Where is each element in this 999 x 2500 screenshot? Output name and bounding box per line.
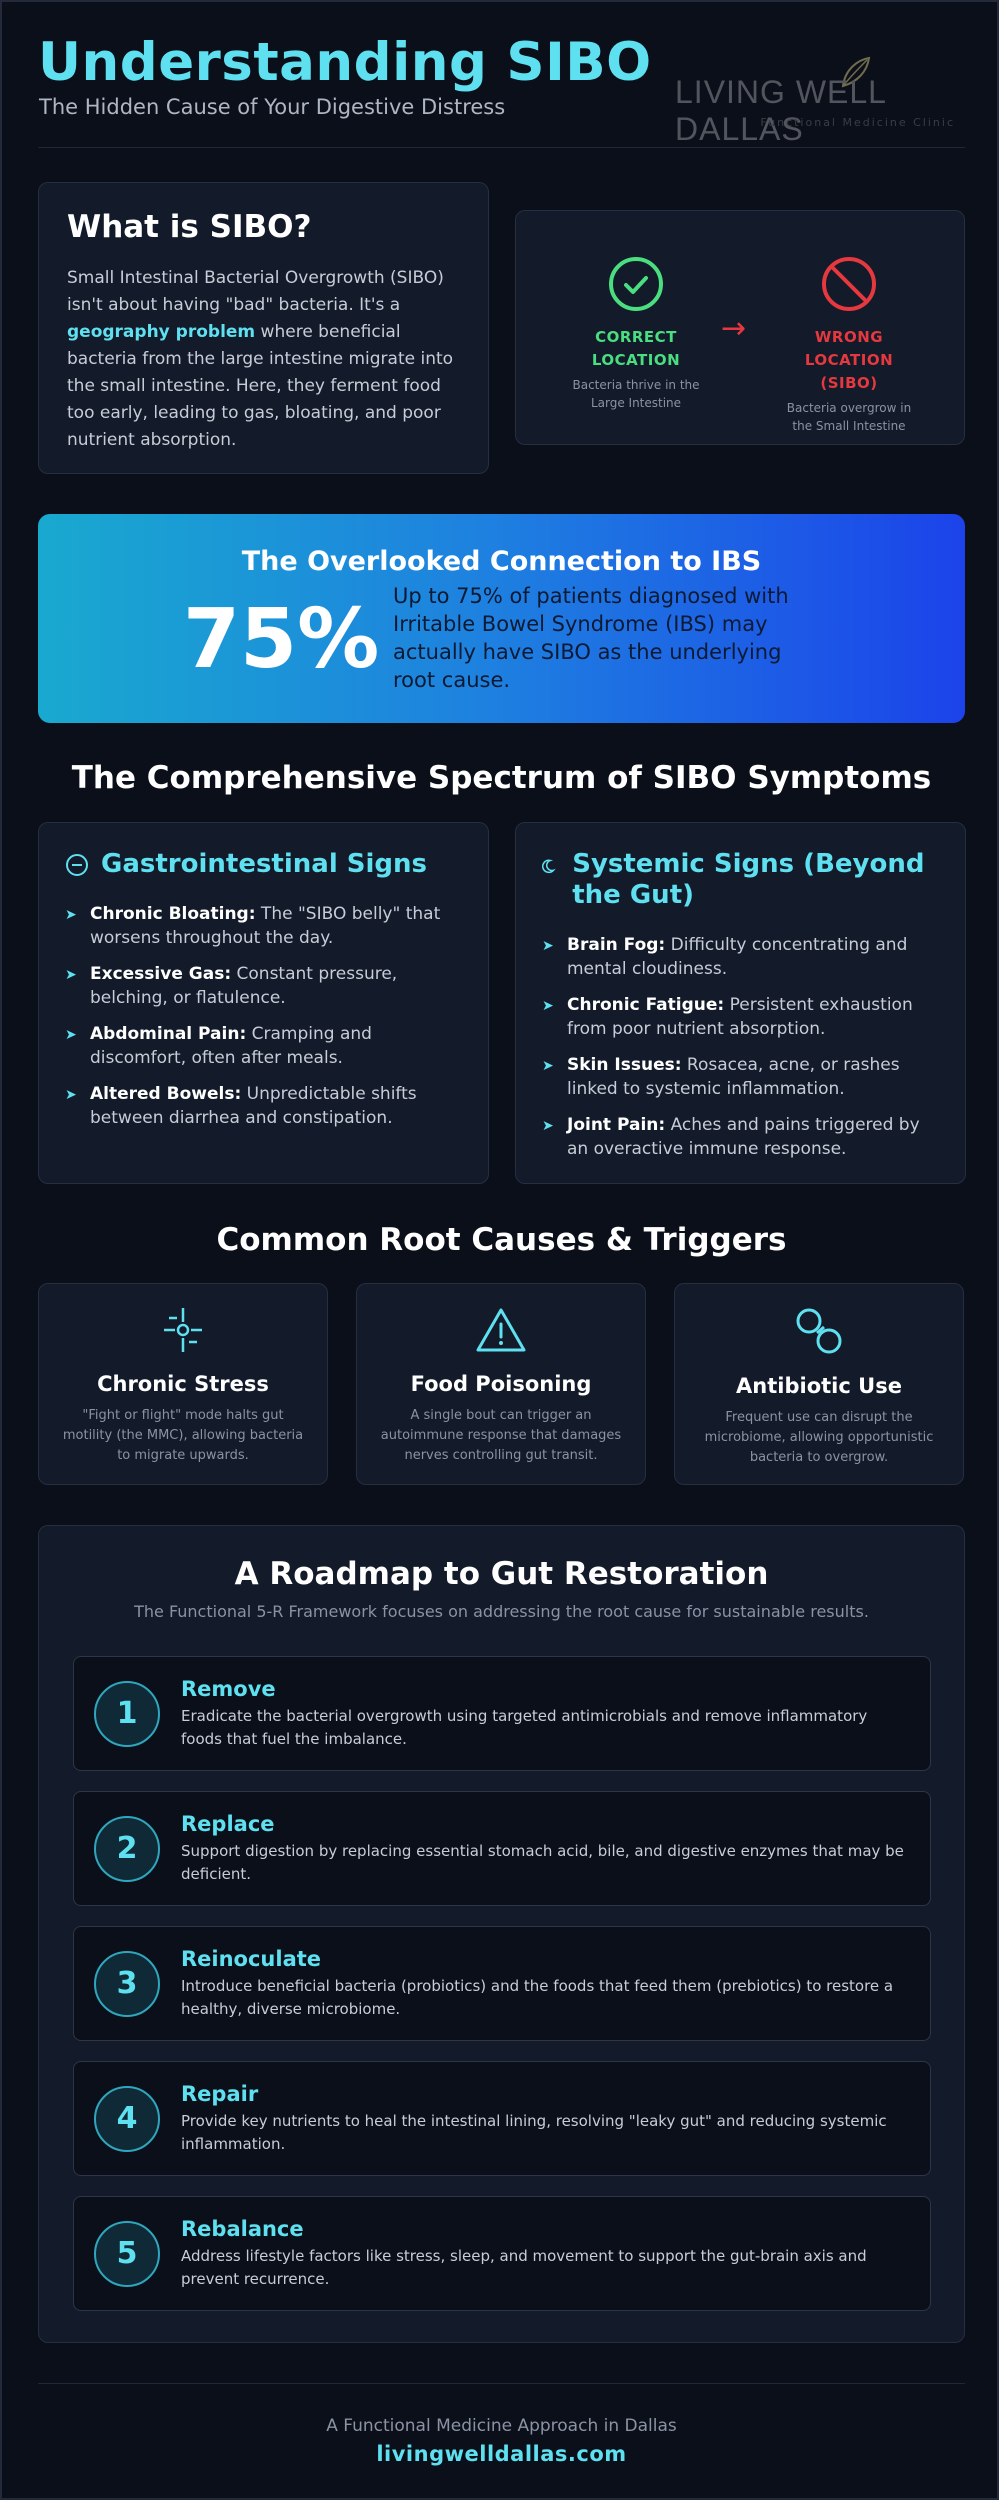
roadmap-step — [73, 1926, 931, 2041]
roadmap-step — [73, 2061, 931, 2176]
ibs-heading: The Overlooked Connection to IBS — [241, 546, 762, 577]
systemic-signs-list — [542, 933, 939, 1161]
roadmap-card — [38, 1525, 965, 2343]
chevron-right-icon: ➤ — [542, 938, 554, 954]
step-number: 4 — [94, 2086, 160, 2152]
chevron-right-icon: ➤ — [65, 1027, 77, 1043]
step-title: Rebalance — [181, 2217, 304, 2241]
correct-location — [566, 256, 706, 412]
step-number: 5 — [94, 2221, 160, 2287]
check-circle-icon — [608, 256, 664, 312]
footer-tagline: A Functional Medicine Approach in Dallas — [326, 2416, 677, 2436]
correct-location-sub: Bacteria thrive in the Large Intestine — [572, 378, 700, 410]
cause-title: Antibiotic Use — [736, 1374, 902, 1398]
geography-highlight: geography problem — [67, 322, 256, 342]
systemic-signs-card — [515, 822, 966, 1184]
systemic-signs-heading: Systemic Signs (Beyond the Gut) — [572, 849, 925, 910]
pills-icon — [794, 1306, 844, 1356]
list-item: ➤ Brain Fog: Difficulty concentrating and mental cloudiness. — [542, 935, 908, 979]
ibs-percent: 75% — [183, 592, 380, 687]
roadmap-step — [73, 2196, 931, 2311]
step-title: Replace — [181, 1812, 275, 1836]
prohibited-icon — [821, 256, 877, 312]
step-title: Reinoculate — [181, 1947, 322, 1971]
step-title: Repair — [181, 2082, 259, 2106]
cause-desc: Frequent use can disrupt the microbiome, allowing opportunistic bacteria to overgrow. — [704, 1410, 934, 1465]
website-link[interactable]: livingwelldallas.com — [376, 2442, 627, 2466]
cause-title: Food Poisoning — [410, 1372, 592, 1396]
moon-icon — [542, 853, 560, 877]
step-desc: Eradicate the bacterial overgrowth using targeted antimicrobials and remove inflammatory foods that fuel the imbalance. — [181, 1707, 868, 1748]
brand-name: LIVING WELL DALLAS — [675, 74, 886, 147]
brand-logo[interactable] — [675, 44, 965, 147]
warning-icon — [475, 1306, 527, 1354]
roadmap-step — [73, 1656, 931, 1771]
cause-desc: "Fight or flight" mode halts gut motility (the MMC), allowing bacteria to migrate upwards. — [62, 1408, 304, 1463]
cause-card-antibiotics — [674, 1283, 964, 1485]
chevron-right-icon: ➤ — [542, 1118, 554, 1134]
list-item: ➤ Altered Bowels: Unpredictable shifts between diarrhea and constipation. — [65, 1084, 417, 1128]
step-desc: Support digestion by replacing essential stomach acid, bile, and digestive enzymes that may be deficient. — [181, 1842, 904, 1883]
cause-desc: A single bout can trigger an autoimmune response that damages nerves controlling gut transit. — [380, 1408, 622, 1463]
list-item: ➤ Chronic Fatigue: Persistent exhaustion from poor nutrient absorption. — [542, 995, 913, 1039]
roadmap-subheading: The Functional 5-R Framework focuses on addressing the root cause for sustainable results. — [134, 1602, 869, 1621]
page-title: Understanding SIBO — [38, 32, 652, 93]
chevron-right-icon: ➤ — [65, 1087, 77, 1103]
symptoms-section-title: The Comprehensive Spectrum of SIBO Symptoms — [71, 760, 932, 796]
correct-location-label: CORRECT LOCATION — [591, 328, 681, 369]
wrong-location-sub: Bacteria overgrow in the Small Intestine — [786, 401, 912, 433]
chevron-right-icon: ➤ — [65, 967, 77, 983]
ibs-description: Up to 75% of patients diagnosed with Irritable Bowel Syndrome (IBS) may actually have SIBO as the underlying root cause. — [393, 584, 789, 692]
header — [38, 32, 965, 148]
list-item: ➤ Abdominal Pain: Cramping and discomfort, often after meals. — [65, 1024, 372, 1068]
list-item: ➤ Chronic Bloating: The "SIBO belly" that worsens throughout the day. — [65, 904, 441, 948]
what-is-heading: What is SIBO? — [67, 209, 312, 245]
step-number: 2 — [94, 1816, 160, 1882]
gi-signs-heading: Gastrointestinal Signs — [101, 849, 428, 879]
step-title: Remove — [181, 1677, 276, 1701]
page-subtitle: The Hidden Cause of Your Digestive Distress — [39, 95, 506, 119]
step-number: 3 — [94, 1951, 160, 2017]
ibs-banner — [38, 514, 965, 723]
cause-title: Chronic Stress — [97, 1372, 269, 1396]
chevron-right-icon: ➤ — [542, 1058, 554, 1074]
what-is-text-start: Small Intestinal Bacterial Overgrowth (SIBO) isn't about having "bad" bacteria. It's a — [67, 268, 444, 315]
brand-tagline: Functional Medicine Clinic — [760, 116, 955, 129]
step-number: 1 — [94, 1681, 160, 1747]
what-is-text — [67, 265, 460, 454]
gi-signs-card — [38, 822, 489, 1184]
roadmap-heading: A Roadmap to Gut Restoration — [234, 1556, 769, 1592]
what-is-text-end: where beneficial bacteria from the large intestine migrate into the small intestine. Here, they ferment food too early, leading to gas, bloating, and poor nutrient absorption. — [67, 322, 454, 450]
step-desc: Address lifestyle factors like stress, sleep, and movement to support the gut-brain axis and prevent recurrence. — [181, 2247, 867, 2288]
what-is-sibo-card — [38, 182, 489, 474]
gi-signs-list — [65, 902, 462, 1130]
list-item: ➤ Joint Pain: Aches and pains triggered by an overactive immune response. — [542, 1115, 920, 1159]
wrong-location — [779, 256, 919, 435]
minus-circle-icon — [65, 853, 89, 877]
list-item: ➤ Excessive Gas: Constant pressure, belching, or flatulence. — [65, 964, 398, 1008]
location-comparison-card — [515, 210, 965, 445]
step-desc: Introduce beneficial bacteria (probiotics) and the foods that feed them (prebiotics) to restore a healthy, diverse microbiome. — [181, 1977, 894, 2018]
causes-section-title: Common Root Causes & Triggers — [216, 1222, 787, 1258]
chevron-right-icon: ➤ — [65, 907, 77, 923]
wrong-location-label: WRONG LOCATION (SIBO) — [804, 328, 894, 392]
list-item: ➤ Skin Issues: Rosacea, acne, or rashes linked to systemic inflammation. — [542, 1055, 900, 1099]
arrow-right-icon: → — [721, 311, 747, 346]
target-icon — [161, 1306, 205, 1354]
footer — [38, 2383, 965, 2473]
chevron-right-icon: ➤ — [542, 998, 554, 1014]
roadmap-step — [73, 1791, 931, 1906]
step-desc: Provide key nutrients to heal the intestinal lining, resolving "leaky gut" and reducing systemic inflammation. — [181, 2112, 887, 2153]
cause-card-stress — [38, 1283, 328, 1485]
cause-card-food-poisoning — [356, 1283, 646, 1485]
